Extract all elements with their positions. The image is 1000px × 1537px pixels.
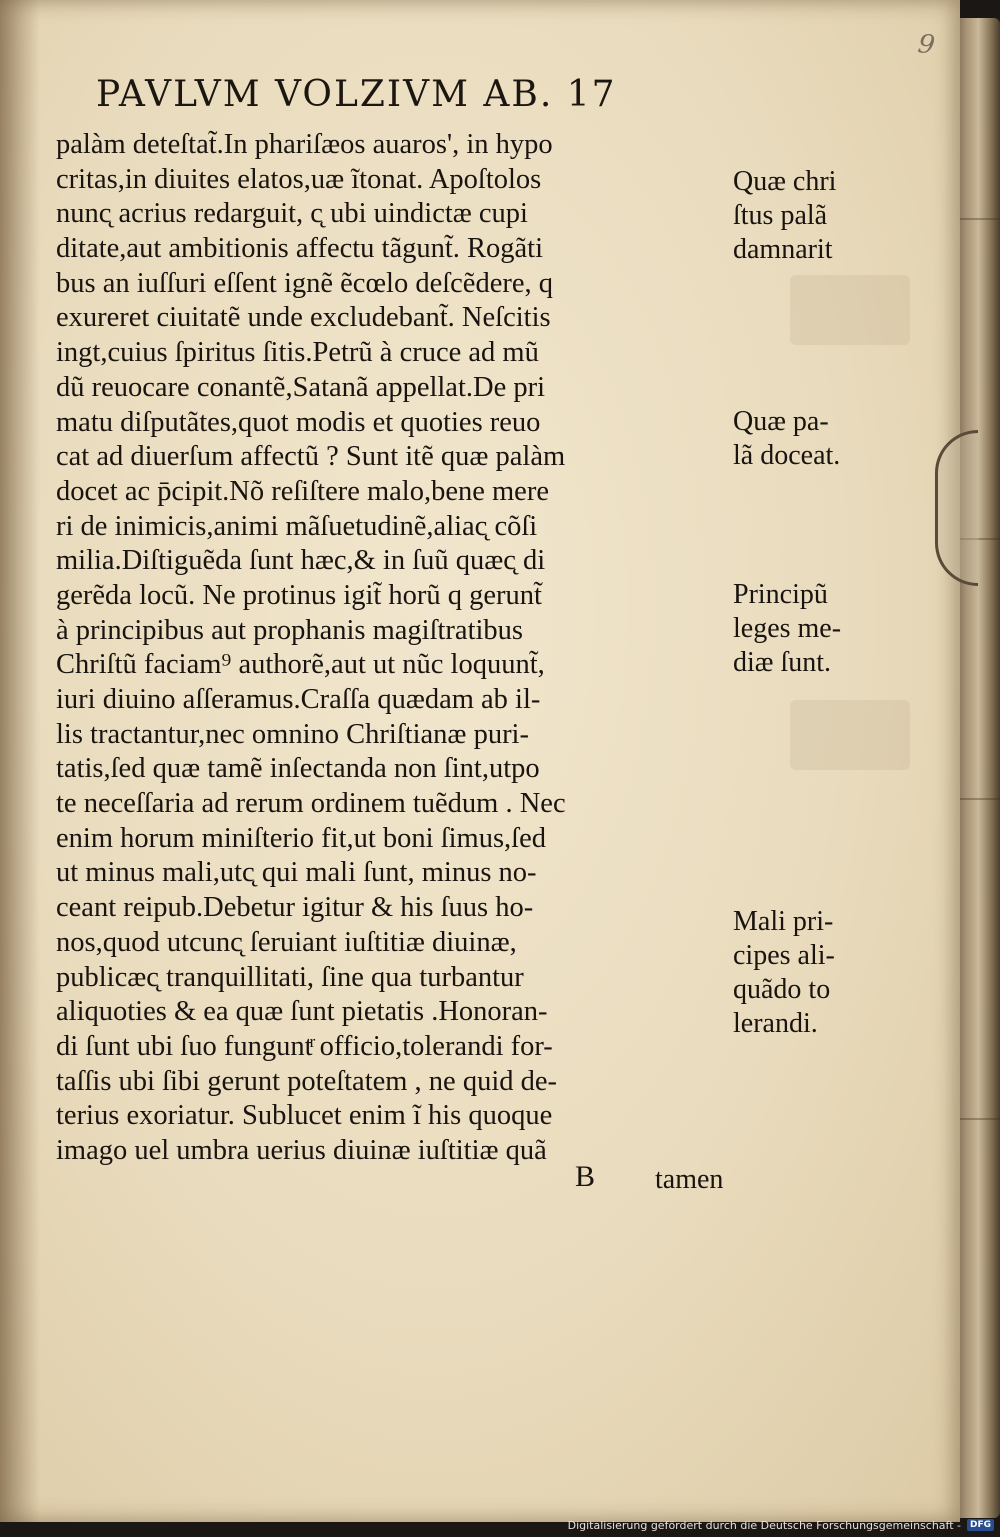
- marginal-note: [733, 578, 893, 680]
- text-line: enim horum miniſterio fit,ut boni ſimus,ſed: [56, 822, 546, 854]
- text-line: critas,in diuites elatos,uæ ĩtonat. Apoſtolos: [56, 163, 542, 195]
- text-line: terius exoriatur. Sublucet enim ĩ his quoque: [56, 1100, 553, 1132]
- text-line: docet ac p̄cipit.Nõ reſiſtere malo,bene mere: [56, 475, 549, 507]
- marginal-line: lerandi.: [733, 1008, 818, 1039]
- marginal-line: Quæ pa-: [733, 406, 829, 437]
- text-line: dũ reuocare conantẽ,Satanã appellat.De pri: [56, 371, 546, 403]
- show-through: [790, 275, 910, 345]
- catchword: tamen: [655, 1164, 724, 1195]
- marginal-line: ſtus palã: [733, 200, 828, 231]
- text-line: te neceſſaria ad rerum ordinem tuẽdum . Nec: [56, 788, 566, 820]
- marginal-line: Principũ: [733, 579, 828, 610]
- marginal-note: [733, 165, 893, 267]
- text-line: lis tractantur,nec omnino Chriſtianæ puri-: [56, 718, 529, 750]
- marginal-line: quãdo to: [733, 974, 831, 1005]
- show-through: [790, 700, 910, 770]
- marginal-line: lã doceat.: [733, 440, 841, 471]
- marginal-line: leges me-: [733, 613, 842, 644]
- text-line: ut minus mali,utc̨ qui mali ſunt, minus no-: [56, 857, 537, 889]
- dfg-logo-icon: DFG: [967, 1519, 994, 1531]
- text-line: nunc̨ acrius redarguit, c̨ ubi uindictæ cupi: [56, 198, 528, 230]
- text-line: publicæc̨ tranquillitati, ſine qua turbantur: [56, 961, 524, 993]
- main-text-block: [56, 128, 721, 1169]
- text-line: ingt,cuius ſpiritus ſitis.Petrũ à cruce ad mũ: [56, 337, 539, 369]
- digitization-credit: [568, 1517, 994, 1533]
- text-line: bus an iuſſuri eſſent ignẽ ẽcœlo deſcẽdere, q: [56, 267, 553, 299]
- marginal-note: [733, 405, 893, 473]
- marginal-note: [733, 905, 893, 1041]
- text-line: Chriſtũ faciam⁹ authorẽ,aut ut nũc loquunt̃,: [56, 649, 545, 681]
- text-line: di ſunt ubi ſuo funguntͬ officio,tolerandi for-: [56, 1030, 553, 1062]
- credit-text: Digitalisierung gefördert durch die Deutsche Forschungsgemeinschaft -: [567, 1518, 961, 1532]
- marginal-line: diæ ſunt.: [733, 647, 832, 678]
- marginal-line: Quæ chri: [733, 166, 837, 197]
- text-line: imago uel umbra uerius diuinæ iuſtitiæ quã: [56, 1134, 547, 1166]
- text-line: tatis,ſed quæ tamẽ inſectanda non ſint,utpo: [56, 753, 540, 785]
- text-line: cat ad diuerſum affectũ ? Sunt itẽ quæ palàm: [56, 441, 566, 473]
- text-line: matu diſputãtes,quot modis et quoties reuo: [56, 406, 541, 438]
- text-line: à principibus aut prophanis magiſtratibus: [56, 614, 523, 646]
- gutter-shadow: [0, 0, 40, 1522]
- text-line: ceant reipub.Debetur igitur & his ſuus ho-: [56, 892, 534, 924]
- marginal-line: Mali pri-: [733, 906, 834, 937]
- text-line: ditate,aut ambitionis affectu tãgunt̃. Rogãti: [56, 233, 544, 265]
- marginal-line: cipes ali-: [733, 940, 835, 971]
- catchword-line: [570, 1160, 740, 1200]
- text-line: gerẽda locũ. Ne protinus igit̃ horũ q gerunt̃: [56, 579, 542, 611]
- text-line: iuri diuino aſſeramus.Craſſa quædam ab il-: [56, 684, 541, 715]
- text-line: milia.Diſtiguẽda ſunt hæc,& in ſuũ quæc̨ di: [56, 545, 546, 577]
- text-line: palàm deteſtat̃.In phariſæos auaros', in hypo: [56, 129, 553, 160]
- running-head: PAVLVM VOLZIVM AB. 17: [96, 74, 617, 115]
- folio-pencil-number: 9: [915, 28, 937, 62]
- text-line: ri de inimicis,animi mãſuetudinẽ,aliac̨ cõſi: [56, 510, 538, 542]
- signature-mark: B: [575, 1160, 596, 1193]
- text-line: nos,quod utcunc̨ ſeruiant iuſtitiæ diuinæ,: [56, 926, 517, 958]
- page-clip: [935, 430, 978, 586]
- text-line: aliquoties & ea quæ ſunt pietatis .Honoran-: [56, 996, 548, 1028]
- text-line: taſſis ubi ſibi gerunt poteſtatem , ne quid de-: [56, 1065, 558, 1097]
- marginal-line: damnarit: [733, 234, 833, 265]
- text-line: exureret ciuitatẽ unde excludebant̃. Neſcitis: [56, 302, 551, 334]
